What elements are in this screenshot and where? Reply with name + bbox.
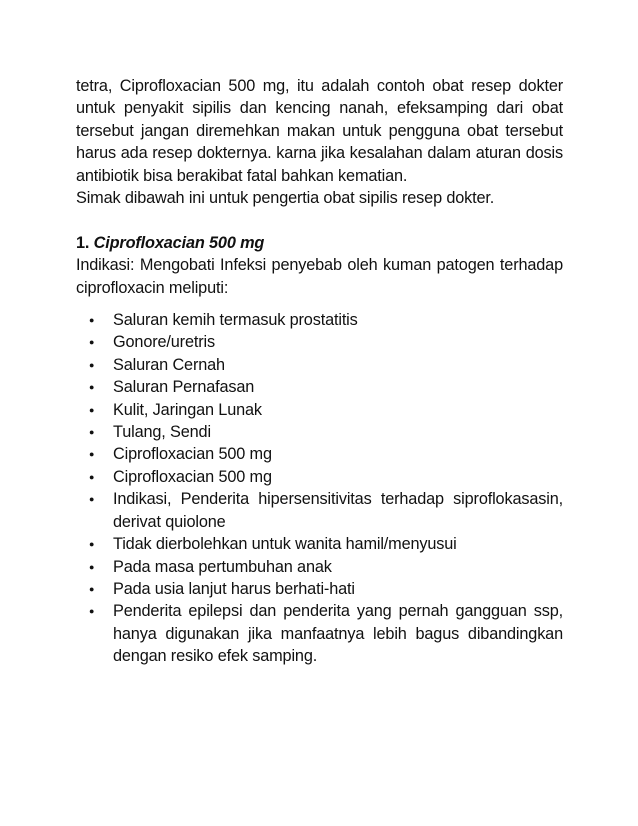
bullet-icon: ● <box>89 449 95 460</box>
blank-line <box>76 209 563 231</box>
list-item-text: Saluran kemih termasuk prostatitis <box>113 311 358 330</box>
list-item-text: Pada masa pertumbuhan anak <box>113 557 332 576</box>
bullet-icon: ● <box>89 561 95 572</box>
bullet-icon: ● <box>89 494 95 505</box>
intro-paragraph: tetra, Ciprofloxacian 500 mg, itu adalah contoh obat resep dokter untuk penyakit sipilis dan kencing nanah, efeksamping dari obat tersebut jangan diremehkan makan untuk pengguna obat tersebut harus ada resep dokternya. karna jika kesalahan dalam aturan dosis antibiotik bisa berakibat fatal bahkan kematian. <box>76 77 563 185</box>
list-item <box>76 376 563 398</box>
list-item-text: Indikasi, Penderita hipersensitivitas terhadap siproflokasasin, derivat quiolone <box>113 490 563 531</box>
list-item <box>76 399 563 421</box>
bullet-icon: ● <box>89 583 95 594</box>
list-item-text: Ciprofloxacian 500 mg <box>113 467 272 486</box>
bullet-icon: ● <box>89 539 95 550</box>
intro-note: Simak dibawah ini untuk pengertia obat sipilis resep dokter. <box>76 189 495 208</box>
bullet-icon: ● <box>89 382 95 393</box>
list-item <box>76 354 563 376</box>
list-item-text: Gonore/uretris <box>113 333 215 352</box>
indication-list <box>76 309 563 668</box>
section-heading <box>76 232 563 254</box>
bullet-icon: ● <box>89 404 95 415</box>
list-item-text: Tulang, Sendi <box>113 423 211 442</box>
bullet-icon: ● <box>89 337 95 348</box>
list-item <box>76 488 563 533</box>
document-page <box>76 75 563 668</box>
list-item-text: Penderita epilepsi dan penderita yang pernah gangguan ssp, hanya digunakan jika manfaatnya lebih bagus dibandingkan dengan resiko efek samping. <box>113 602 563 666</box>
bullet-icon: ● <box>89 359 95 370</box>
list-item <box>76 421 563 443</box>
bullet-icon: ● <box>89 315 95 326</box>
list-item <box>76 556 563 578</box>
list-item-text: Saluran Pernafasan <box>113 378 255 397</box>
bullet-icon: ● <box>89 471 95 482</box>
list-item-text: Ciprofloxacian 500 mg <box>113 445 272 464</box>
list-item-text: Saluran Cernah <box>113 355 225 374</box>
list-item <box>76 309 563 331</box>
indication-paragraph: Indikasi: Mengobati Infeksi penyebab oleh kuman patogen terhadap ciprofloxacin meliputi: <box>76 256 563 297</box>
list-item <box>76 466 563 488</box>
list-item <box>76 533 563 555</box>
list-item-text: Kulit, Jaringan Lunak <box>113 400 262 419</box>
list-item <box>76 578 563 600</box>
list-item <box>76 600 563 667</box>
list-item-text: Tidak dierbolehkan untuk wanita hamil/menyusui <box>113 535 457 554</box>
list-item <box>76 331 563 353</box>
bullet-icon: ● <box>89 427 95 438</box>
list-item <box>76 443 563 465</box>
section-number: 1. <box>76 233 90 252</box>
bullet-icon: ● <box>89 606 95 617</box>
section-title: Ciprofloxacian 500 mg <box>93 233 265 252</box>
list-item-text: Pada usia lanjut harus berhati-hati <box>113 579 355 598</box>
